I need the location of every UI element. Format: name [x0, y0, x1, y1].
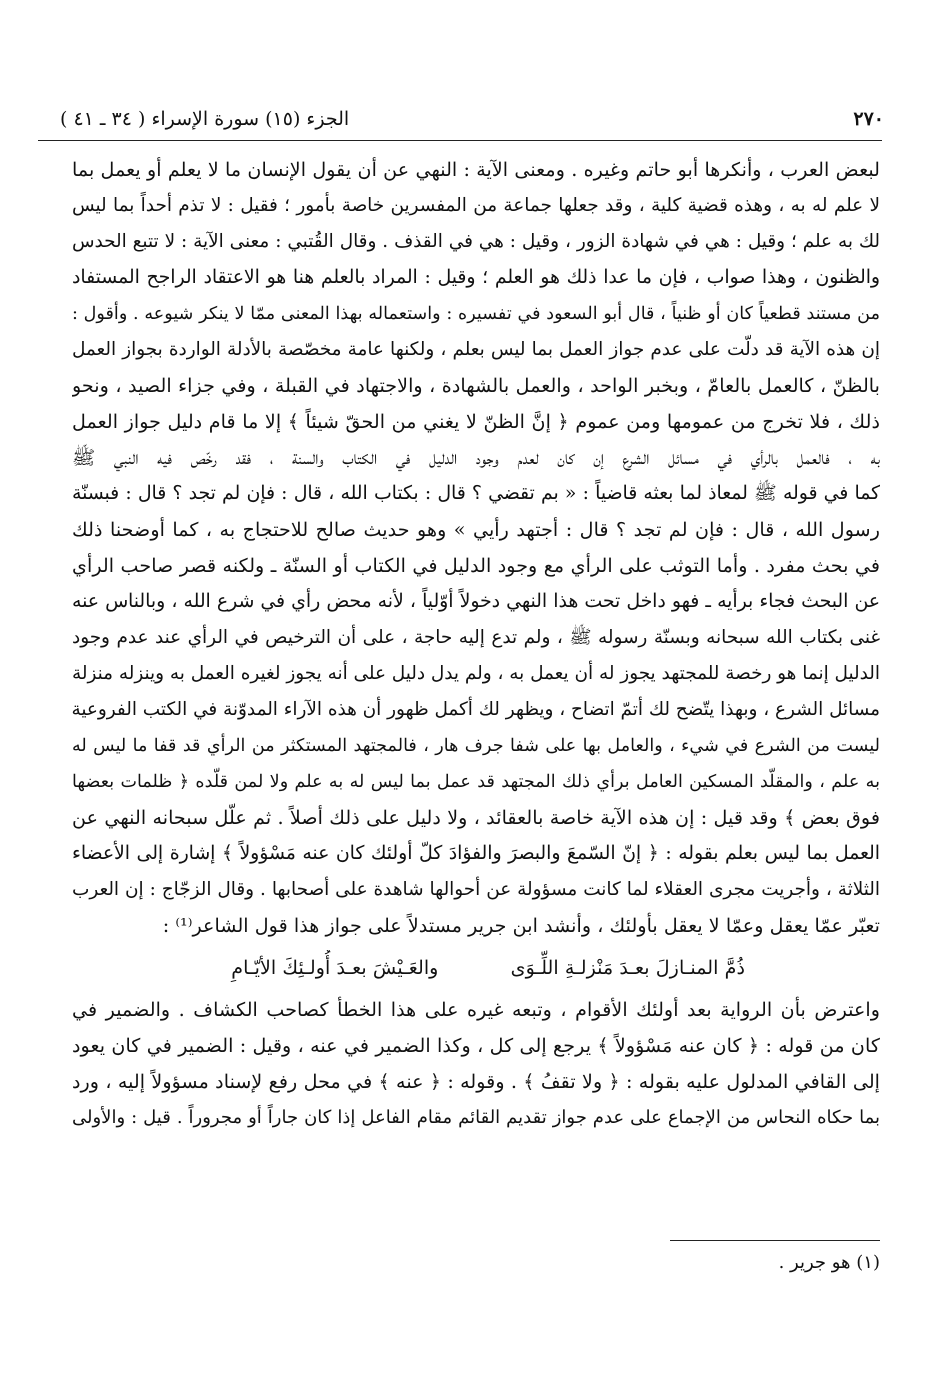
text-line: من مستند قطعياً كان أو ظنياً ، قال أبو السعود في تفسيره : واستعماله بهذا المعنى ممّا لا ينكر شيوعه . وأقول : [72, 304, 880, 324]
text-line: إن هذه الآية قد دلّت على عدم جواز العمل بما ليس بعلم ، ولكنها عامة مخصّصة بالأدلة الواردة بجواز العمل [72, 339, 880, 360]
text-line: إلى القافي المدلول عليه بقوله : ﴿ ولا تقفُ ﴾ . وقوله : ﴿ عنه ﴾ في محل رفع لإسناد مسؤولاً إليه ، ورد [72, 1070, 880, 1093]
text-line: في بحث مفرد . وأما التوثب على الرأي مع وجود الدليل في الكتاب أو السنّة ـ ولكنه قصر صاحب الرأي [72, 554, 880, 577]
text-line: تعبّر عمّا يعقل وعمّا لا يعقل بأولئك ، وأنشد ابن جرير مستدلاً على جواز هذا قول الشاعر⁽¹⁾ : [162, 914, 880, 937]
body-text [72, 152, 880, 1136]
text-line: كما في قوله ﷺ لمعاذ لما بعثه قاضياً : « بم تقضي ؟ قال : بكتاب الله ، قال : فإن لم تجد ؟ قال : فبسنّة [72, 483, 880, 504]
text-line: مسائل الشرع ، وبهذا يتّضح لك أتمّ اتضاح ، ويظهر لك أكمل ظهور أن هذه الآراء المدوّنة في الكتب الفروعية [72, 699, 880, 720]
text-line: الثلاثة ، وأجريت مجرى العقلاء لما كانت مسؤولة عن أحوالها شاهدة على أصحابها . وقال الزجّاج : إن العرب [72, 879, 880, 900]
text-line: بما حكاه النحاس من الإجماع على عدم جواز تقديم القائم مقام الفاعل إذا كان جاراً أو مجروراً . قيل : والأولى [72, 1107, 880, 1128]
text-line: غنى بكتاب الله سبحانه وبسنّة رسوله ﷺ ، ولم تدع إليه حاجة ، على أن الترخيص في الرأي عند عدم وجود [72, 627, 880, 648]
text-line: كان من قوله : ﴿ كان عنه مَسْؤولاً ﴾ يرجع إلى كل ، وكذا الضمير في عنه ، وقيل : الضمير في كان يعود [72, 1034, 880, 1057]
text-line: ليست من الشرع في شيء ، والعامل بها على شفا جرف هار ، فالمجتهد المستكثر من الرأي قد قفا ما ليس له [72, 736, 880, 756]
text-line: بالظنّ ، كالعمل بالعامّ ، وبخبر الواحد ، والعمل بالشهادة ، والاجتهاد في القبلة ، وفي جزاء الصيد ، ونحو [72, 374, 880, 397]
text-line: لا علم له به ، وهذه قضية كلية ، وقد جعلها جماعة من المفسرين خاصة بأمور ؛ فقيل : لا تذم أحداً بما ليس [72, 195, 880, 216]
text-line: به علم ، والمقلّد المسكين العامل برأي ذلك المجتهد قد عمل بما ليس له به علم ولا لمن قلّده ﴿ ظلمات بعضها [72, 772, 880, 792]
header-rule [38, 140, 882, 141]
text-line: ذلك ، فلا تخرج من عمومها ومن عموم ﴿ إنَّ الظنّ لا يغني من الحقّ شيئاً ﴾ إلا ما قام دليل جواز العمل [72, 410, 880, 433]
footnote: (١) هو جرير . [778, 1252, 880, 1273]
text-line: العمل بما ليس بعلم بقوله : ﴿ إنّ السّمعَ والبصرَ والفؤادَ كلّ أولئك كان عنه مَسْؤولاً ﴾ إشارة إلى الأعضاء [72, 843, 880, 864]
page-number: ٢٧٠ [853, 108, 884, 130]
text-line: رسول الله ، قال : فإن لم تجد ؟ قال : أجتهد رأيي » وهو حديث صالح للاحتجاج به ، كما أوضحنا ذلك [72, 518, 880, 541]
poetry-verse [72, 950, 880, 986]
text-line: عن البحث فجاء برأيه ـ فهو داخل تحت هذا النهي دخولاً أوّلياً ، لأنه محض رأي في شرع الله ، وبالناس عنه [72, 591, 880, 612]
text-line: والظنون ، وهذا صواب ، فإن ما عدا ذلك هو العلم ؛ وقيل : المراد بالعلم هنا هو الاعتقاد الراجح المستفاد [72, 267, 880, 288]
text-line: واعترض بأن الرواية بعد أولئك الأقوام ، وتبعه غيره على هذا الخطأ كصاحب الكشاف . والضمير في [72, 998, 880, 1021]
footnote-rule [670, 1240, 880, 1241]
text-line: لبعض العرب ، وأنكرها أبو حاتم وغيره . ومعنى الآية : النهي عن أن يقول الإنسان ما لا يعلم أو يعمل بما [72, 158, 880, 181]
page-header [60, 108, 888, 138]
text-line: الدليل إنما هو رخصة للمجتهد يجوز له أن يعمل به ، ولم يدل دليل على أنه يجوز لغيره العمل به وينزله منزلة [72, 663, 880, 684]
text-line: لك به علم ؛ وقيل : هي في شهادة الزور ، وقيل : هي في القذف . وقال القُتبي : معنى الآية : لا تتبع الحدس [72, 231, 880, 252]
text-line: فوق بعض ﴾ وقد قيل : إن هذه الآية خاصة بالعقائد ، ولا دليل على ذلك أصلاً . ثم علّل سبحانه النهي عن [72, 806, 880, 829]
verse-hemistich-2: والعَـيْشَ بعـدَ أُولـئِكَ الأيّـامِ [231, 956, 439, 979]
text-line: به ، فالعمل بالرأي في مسائل الشرع إن كان لعدم وجود الدليل في الكتاب والسنة ، فقد رخّص فيه النبي ﷺ [72, 446, 880, 469]
running-head: الجزء (١٥) سورة الإسراء ( ٣٤ ـ ٤١ ) [60, 108, 350, 130]
verse-hemistich-1: ذُمَّ المنـازلَ بعـدَ مَنْزلـةِ اللِّـوَى [510, 956, 745, 979]
